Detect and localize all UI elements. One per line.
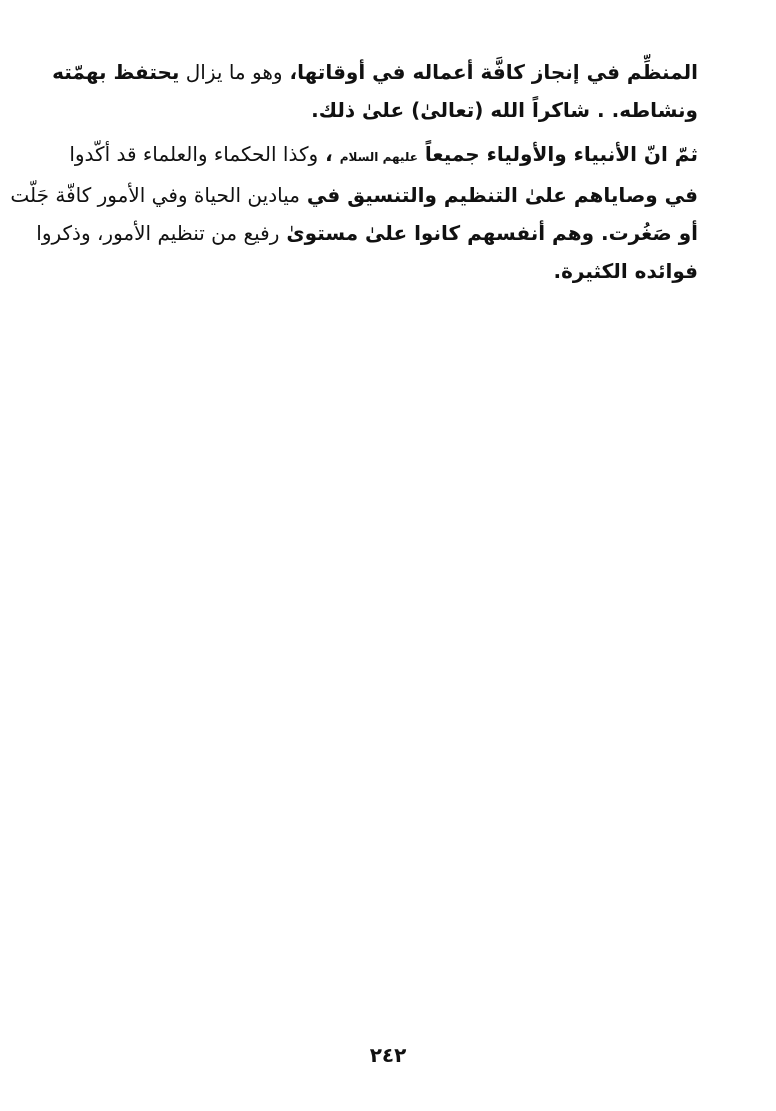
paragraph-2: [10, 135, 698, 290]
text-segment: وكذا الحكماء والعلماء قد أكّدوا: [69, 142, 319, 166]
text-segment: ،: [318, 142, 340, 166]
text-segment: في وصاياهم علىٰ التنظيم والتنسيق في: [299, 183, 698, 207]
paragraph-2-line-1: [69, 135, 698, 176]
text-segment: ثمّ انّ الأنبياء والأولياء جميعاً: [417, 142, 698, 166]
text-segment: ونشاطه. . شاكراً الله (تعالىٰ) علىٰ ذلك.: [311, 98, 698, 122]
paragraph-2-line-3: [36, 214, 698, 252]
paragraph-1-line-1: [52, 53, 698, 91]
paragraph-1-line-2: [78, 91, 698, 129]
text-segment: ميادين الحياة وفي الأمور كافّة جَلّت: [10, 183, 300, 207]
paragraph-2-line-4: [78, 252, 698, 290]
paragraph-1: [52, 53, 698, 129]
text-segment: فوائده الكثيرة.: [553, 259, 698, 283]
text-segment: وهو ما يزال: [179, 60, 283, 84]
page-number: ٢٤٢: [369, 1043, 407, 1067]
text-segment: يحتفظ بهمّته: [52, 60, 180, 84]
text-segment: المنظِّم في إنجاز كافَّة أعماله في أوقاتها،: [282, 60, 698, 84]
honorific-ligature: عليهم السلام: [339, 150, 418, 164]
text-segment: رفيع من تنظيم الأمور، وذكروا: [36, 221, 280, 245]
text-segment: أو صَغُرت. وهم أنفسهم كانوا علىٰ مستوىٰ: [279, 221, 698, 245]
paragraph-2-line-2: [10, 176, 698, 214]
